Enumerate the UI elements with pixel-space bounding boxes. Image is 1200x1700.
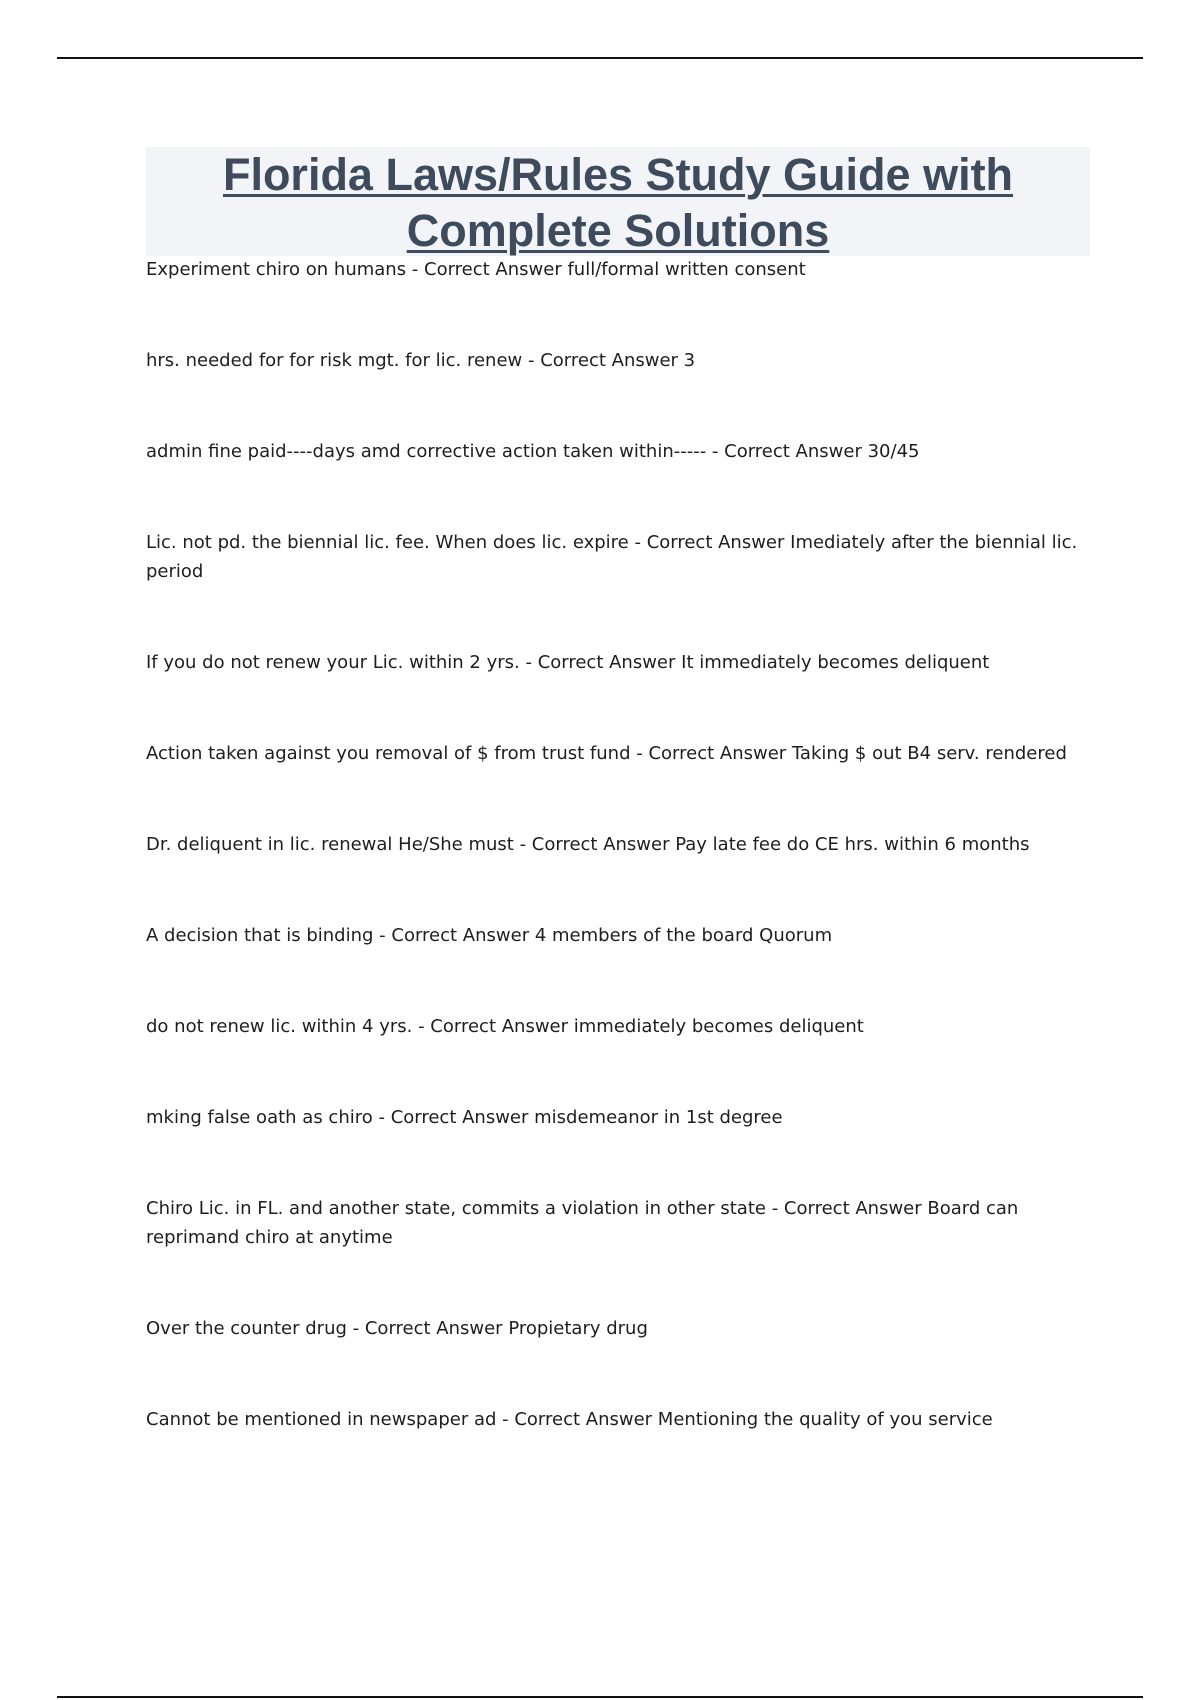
qa-item	[146, 255, 1096, 284]
qa-item	[146, 1103, 1096, 1132]
qa-item	[146, 921, 1096, 950]
question-text: admin fine paid----days amd corrective action taken within-----	[146, 441, 707, 462]
question-text: Lic. not pd. the biennial lic. fee. When does lic. expire	[146, 532, 629, 553]
question-text: Chiro Lic. in FL. and another state, commits a violation in other state	[146, 1198, 766, 1219]
qa-list	[146, 255, 1096, 1434]
question-text: A decision that is binding	[146, 925, 374, 946]
answer-separator: - Correct Answer	[372, 1107, 535, 1128]
qa-item	[146, 1314, 1096, 1343]
question-text: Over the counter drug	[146, 1318, 347, 1339]
answer-separator: - Correct Answer	[496, 1409, 658, 1430]
answer-separator: - Correct Answer	[406, 259, 568, 280]
answer-text: 30/45	[867, 441, 920, 462]
question-text: hrs. needed for for risk mgt. for lic. renew	[146, 350, 523, 371]
answer-text: 4 members of the board Quorum	[534, 925, 833, 946]
answer-text: Mentioning the quality of you service	[657, 1409, 993, 1430]
qa-item	[146, 528, 1096, 586]
answer-separator: - Correct Answer	[412, 1016, 574, 1037]
answer-text: Propietary drug	[508, 1318, 648, 1339]
qa-item	[146, 739, 1096, 768]
answer-text: Imediately after the biennial lic. period	[146, 532, 1078, 582]
title-banner	[146, 147, 1090, 256]
answer-separator: - Correct Answer	[373, 925, 535, 946]
question-text: Dr. deliquent in lic. renewal He/She must	[146, 834, 514, 855]
answer-separator: - Correct Answer	[628, 532, 791, 553]
qa-item	[146, 1405, 1096, 1434]
answer-text: full/formal written consent	[567, 259, 806, 280]
answer-separator: - Correct Answer	[346, 1318, 509, 1339]
answer-separator: - Correct Answer	[706, 441, 868, 462]
answer-separator: - Correct Answer	[522, 350, 684, 371]
answer-text: 3	[683, 350, 696, 371]
answer-text: Board can reprimand chiro at anytime	[146, 1198, 1019, 1248]
answer-text: misdemeanor in 1st degree	[534, 1107, 783, 1128]
answer-separator: - Correct Answer	[519, 652, 682, 673]
question-text: Cannot be mentioned in newspaper ad	[146, 1409, 497, 1430]
qa-item	[146, 830, 1096, 859]
qa-item	[146, 437, 1096, 466]
answer-separator: - Correct Answer	[513, 834, 676, 855]
answer-separator: - Correct Answer	[630, 743, 792, 764]
qa-item	[146, 1194, 1096, 1252]
qa-item	[146, 1012, 1096, 1041]
question-text: mking false oath as chiro	[146, 1107, 373, 1128]
page-title: Florida Laws/Rules Study Guide with Complete Solutions	[222, 149, 1014, 256]
header-rule	[57, 57, 1143, 59]
answer-text: Pay late fee do CE hrs. within 6 months	[675, 834, 1030, 855]
qa-item	[146, 648, 1096, 677]
question-text: Action taken against you removal of $ from trust fund	[146, 743, 631, 764]
answer-separator: - Correct Answer	[765, 1198, 928, 1219]
answer-text: It immediately becomes deliquent	[681, 652, 990, 673]
question-text: If you do not renew your Lic. within 2 yrs.	[146, 652, 520, 673]
answer-text: Taking $ out B4 serv. rendered	[791, 743, 1067, 764]
question-text: do not renew lic. within 4 yrs.	[146, 1016, 413, 1037]
answer-text: immediately becomes deliquent	[573, 1016, 864, 1037]
question-text: Experiment chiro on humans	[146, 259, 407, 280]
qa-item	[146, 346, 1096, 375]
footer-rule	[57, 1696, 1143, 1698]
